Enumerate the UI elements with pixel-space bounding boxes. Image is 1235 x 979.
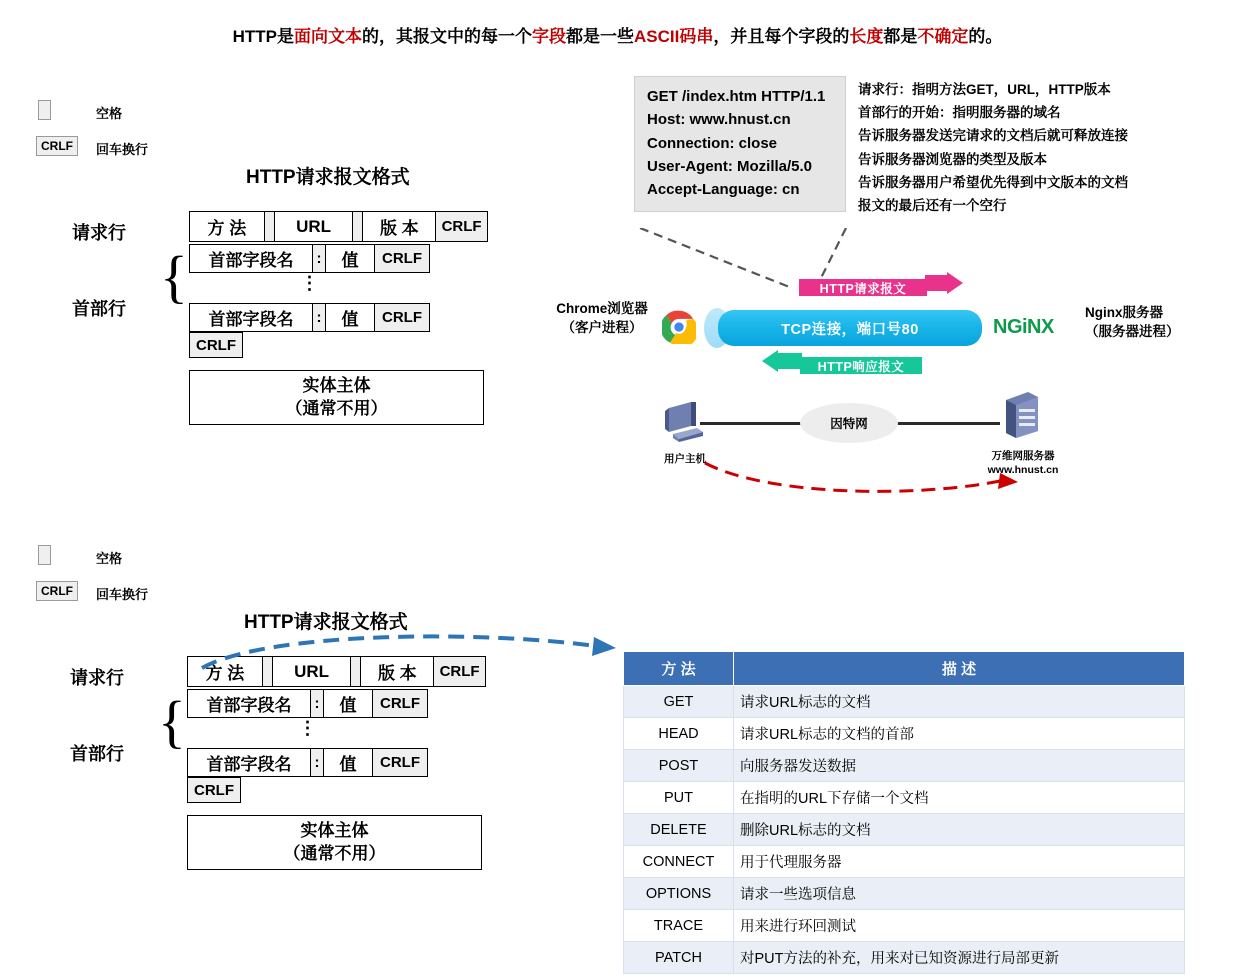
chrome-icon (662, 310, 696, 344)
format-heading-bottom: HTTP请求报文格式 (244, 612, 408, 633)
cell-crlf: CRLF (374, 245, 429, 272)
cell-colon: : (312, 304, 326, 331)
note-line: 请求行：指明方法GET，URL，HTTP版本 (858, 82, 1111, 97)
page-title (0, 22, 1235, 47)
brace-top: { (160, 244, 188, 309)
cell-colon: : (312, 245, 326, 272)
note-line: 告诉服务器发送完请求的文档后就可释放连接 (858, 128, 1128, 144)
http-response-pill: HTTP响应报文 (800, 357, 922, 374)
note-line: 告诉服务器用户希望优先得到中文版本的文档 (858, 174, 1128, 190)
cell-method: HEAD (624, 718, 734, 750)
methods-table (623, 651, 1185, 974)
table-row (624, 718, 1185, 750)
cell-crlf: CRLF (372, 749, 427, 776)
cell-desc: 用来进行环回测试 (734, 910, 1185, 942)
vertical-dots-top: ⋮ (300, 273, 319, 293)
note-line: 告诉服务器浏览器的类型及版本 (858, 151, 1047, 167)
cell-crlf: CRLF (435, 212, 487, 241)
user-host-icon (663, 398, 707, 444)
label-header-lines-top: 首部行 (72, 299, 126, 319)
entity-body-line2: （通常不用） (283, 843, 386, 863)
cell-crlf: CRLF (433, 657, 485, 686)
legend-blank-label-bottom: 空格 (96, 551, 123, 566)
methods-table-container (623, 651, 1185, 974)
cell-crlf: CRLF (372, 690, 427, 717)
cell-desc: 对PUT方法的补充，用来对已知资源进行局部更新 (734, 942, 1185, 974)
cell-desc: 删除URL标志的文档 (734, 814, 1185, 846)
legend-crlf-label-bottom: 回车换行 (96, 587, 149, 602)
entity-body-top (189, 370, 484, 425)
web-server-icon (1002, 388, 1042, 440)
response-arrow-icon (762, 350, 804, 382)
cell-colon: : (310, 690, 324, 717)
table-row (624, 878, 1185, 910)
note-line: 首部行的开始：指明服务器的域名 (858, 105, 1061, 121)
cell-method: DELETE (624, 814, 734, 846)
red-dashed-flow-arrow (700, 455, 1030, 497)
table-row (624, 910, 1185, 942)
server-label: Nginx服务器 （服务器进程） (1085, 305, 1180, 339)
cell-method: PUT (624, 782, 734, 814)
cell-desc: 在指明的URL下存储一个文档 (734, 782, 1185, 814)
cell-space-1 (264, 212, 275, 241)
header-line-row-bottom-2 (187, 748, 428, 777)
cell-desc: 向服务器发送数据 (734, 750, 1185, 782)
cell-field-name: 首部字段名 (208, 251, 294, 270)
cell-field-name: 首部字段名 (206, 755, 292, 774)
cell-method: CONNECT (624, 846, 734, 878)
table-row (624, 814, 1185, 846)
web-server-label: 万维网服务器 www.hnust.cn (987, 450, 1059, 476)
internet-cloud: 因特网 (800, 403, 898, 443)
cell-version: 版 本 (379, 219, 419, 238)
header-line-row-top-2 (189, 303, 430, 332)
request-notes (858, 78, 1128, 217)
col-description: 描 述 (734, 652, 1185, 686)
table-row (624, 846, 1185, 878)
sample-line: Connection: close (647, 134, 778, 152)
vertical-dots-bottom: ⋮ (298, 718, 317, 738)
cell-colon: : (310, 749, 324, 776)
http-request-pill: HTTP请求报文 (799, 279, 927, 296)
blue-dashed-arrow (196, 628, 626, 676)
header-line-row-bottom-1 (187, 689, 428, 718)
title-text: HTTP是面向文本的，其报文中的每一个字段都是一些ASCII码串，并且每个字段的长度都是不确定的。 (232, 27, 1003, 46)
cell-value: 值 (339, 755, 357, 774)
cell-value: 值 (341, 310, 359, 329)
user-host-label: 用户主机 (664, 453, 706, 465)
request-sample-panel (634, 76, 846, 212)
brace-bottom: { (158, 689, 186, 754)
sample-line: Accept-Language: cn (647, 181, 800, 198)
entity-body-line1: 实体主体 (302, 375, 371, 395)
cell-method: POST (624, 750, 734, 782)
cell-desc: 请求一些选项信息 (734, 878, 1185, 910)
sample-line: Host: www.hnust.cn (647, 111, 791, 129)
request-arrow-icon (925, 272, 965, 304)
note-line: 报文的最后还有一个空行 (858, 198, 1007, 214)
entity-body-line2: （通常不用） (285, 398, 388, 418)
cell-version: 版 本 (377, 664, 417, 683)
label-request-line-bottom: 请求行 (70, 668, 124, 688)
cell-desc: 请求URL标志的文档 (734, 686, 1185, 718)
cell-value: 值 (339, 696, 357, 715)
cell-field-name: 首部字段名 (206, 696, 292, 715)
col-method: 方 法 (624, 652, 734, 686)
sample-line: User-Agent: Mozilla/5.0 (647, 157, 813, 175)
cell-url: URL (294, 661, 330, 681)
label-request-line-top: 请求行 (72, 223, 126, 243)
table-row (624, 782, 1185, 814)
blank-line-crlf-bottom: CRLF (187, 777, 241, 803)
cell-method: GET (624, 686, 734, 718)
legend-crlf-box-bottom: CRLF (36, 581, 78, 601)
request-line-row-top (189, 211, 488, 242)
legend-blank-box-top (38, 100, 51, 120)
cell-desc: 请求URL标志的文档的首部 (734, 718, 1185, 750)
table-row (624, 942, 1185, 974)
header-line-row-top-1 (189, 244, 430, 273)
cell-crlf: CRLF (374, 304, 429, 331)
tcp-connection-pipe: TCP连接，端口号80 (718, 310, 982, 346)
cell-method: 方 法 (207, 219, 247, 238)
table-header-row (624, 652, 1185, 686)
legend-blank-label-top: 空格 (96, 106, 123, 121)
format-heading-top: HTTP请求报文格式 (246, 167, 410, 188)
label-header-lines-bottom: 首部行 (70, 744, 124, 764)
nginx-logo: NGiNX (993, 316, 1054, 338)
entity-body-line1: 实体主体 (300, 820, 369, 840)
table-row (624, 686, 1185, 718)
table-row (624, 750, 1185, 782)
cell-desc: 用于代理服务器 (734, 846, 1185, 878)
legend-crlf-label-top: 回车换行 (96, 142, 149, 157)
cell-method: PATCH (624, 942, 734, 974)
cell-field-name: 首部字段名 (208, 310, 294, 329)
cell-space-2 (352, 212, 363, 241)
legend-blank-box-bottom (38, 545, 51, 565)
cell-url: URL (296, 216, 332, 236)
entity-body-bottom (187, 815, 482, 870)
cell-method: 方 法 (205, 664, 245, 683)
sample-line: GET /index.htm HTTP/1.1 (647, 88, 826, 105)
cell-method: TRACE (624, 910, 734, 942)
cell-method: OPTIONS (624, 878, 734, 910)
client-label: Chrome浏览器 （客户进程） (556, 301, 648, 335)
legend-crlf-box-top: CRLF (36, 136, 78, 156)
cell-value: 值 (341, 251, 359, 270)
blank-line-crlf-top: CRLF (189, 332, 243, 358)
